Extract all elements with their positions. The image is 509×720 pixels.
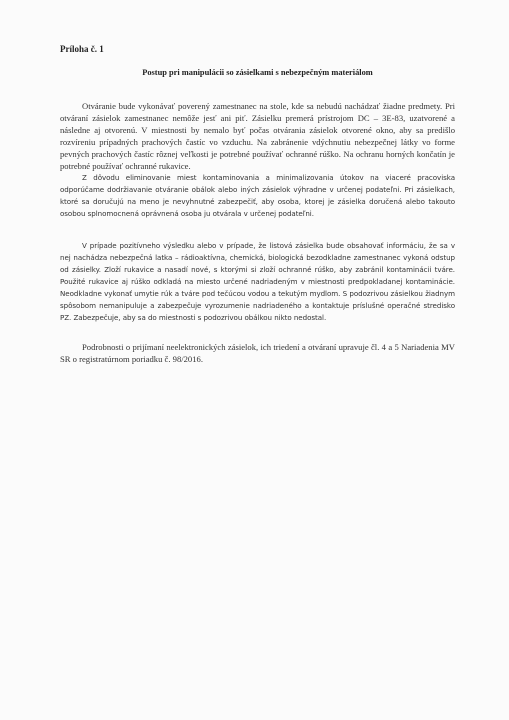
paragraph-regulation-reference: Podrobnosti o prijímaní neelektronických zásielok, ich triedení a otváraní upravuje čl. 4 a 5 Nariadenia MV SR o registratúrnom poriadku č. 98/2016.	[60, 342, 455, 364]
annex-label: Príloha č. 1	[60, 44, 104, 54]
paragraph-positive-result: V prípade pozitívneho výsledku alebo v prípade, že listová zásielka bude obsahovať informáciu, že sa v nej nachádza nebezpečná latka – rádioaktívna, chemická, biologická bezodkladne zamestnanec vykoná odstup od zásielky. Zloží rukavice a nasadí nové, s ktorými si zloží ochranné rúško, aby zabránil kontaminácii tváre. Použité rukavice aj rúško odkladá na miesto určené nadriadeným v miestnosti predpokladanej kontaminácie. Neodkladne vykonať umytie rúk a tváre pod tečúcou vodou a tekutým mydlom. S podozrivou zásielkou žiadnym spôsobom nemanipuluje a zabezpečuje vyrozumenie nadriadeného a kontaktuje príslušné operačné stredisko PZ. Zabezpečuje, aby sa do miestnosti s podozrivou obálkou nikto nedostal.	[60, 241, 455, 322]
document-title: Postup pri manipulácii so zásielkami s nebezpečným materiálom	[142, 68, 373, 77]
paragraph-contamination-elimination: Z dôvodu eliminovanie miest kontaminovania a minimalizovania útokov na viaceré pracoviska odporúčame dodržiavanie otváranie obálok alebo iných zásielok výhradne v určenej podateľni. Pri zásielkach, ktoré sa doručujú na meno je nevyhnutné zabezpečiť, aby osoba, ktorej je zásielka doručená alebo takouto osobou splnomocnená oprávnená osoba ju otvárala v určenej podateľni.	[60, 173, 455, 218]
paragraph-opening-procedure: Otváranie bude vykonávať poverený zamestnanec na stole, kde sa nebudú nachádzať žiadne predmety. Pri otváraní zásielok zamestnanec nemôže jesť ani piť. Zásielku premerá prístrojom DC – 3E-83, uzatvorené a následne aj otvorenú. V miestnosti by nemalo byť počas otvárania zásielok otvorené okno, aby sa predišlo rozvíreniu prípadných prachových častíc vo vzduchu. Na zabránenie vdýchnutiu nebezpečnej látky vo forme pevných prachových častíc rôznej veľkosti je potrebné používať ochranné rúško. Na ochranu horných končatín je potrebné používať ochranné rukavice.	[60, 101, 455, 171]
